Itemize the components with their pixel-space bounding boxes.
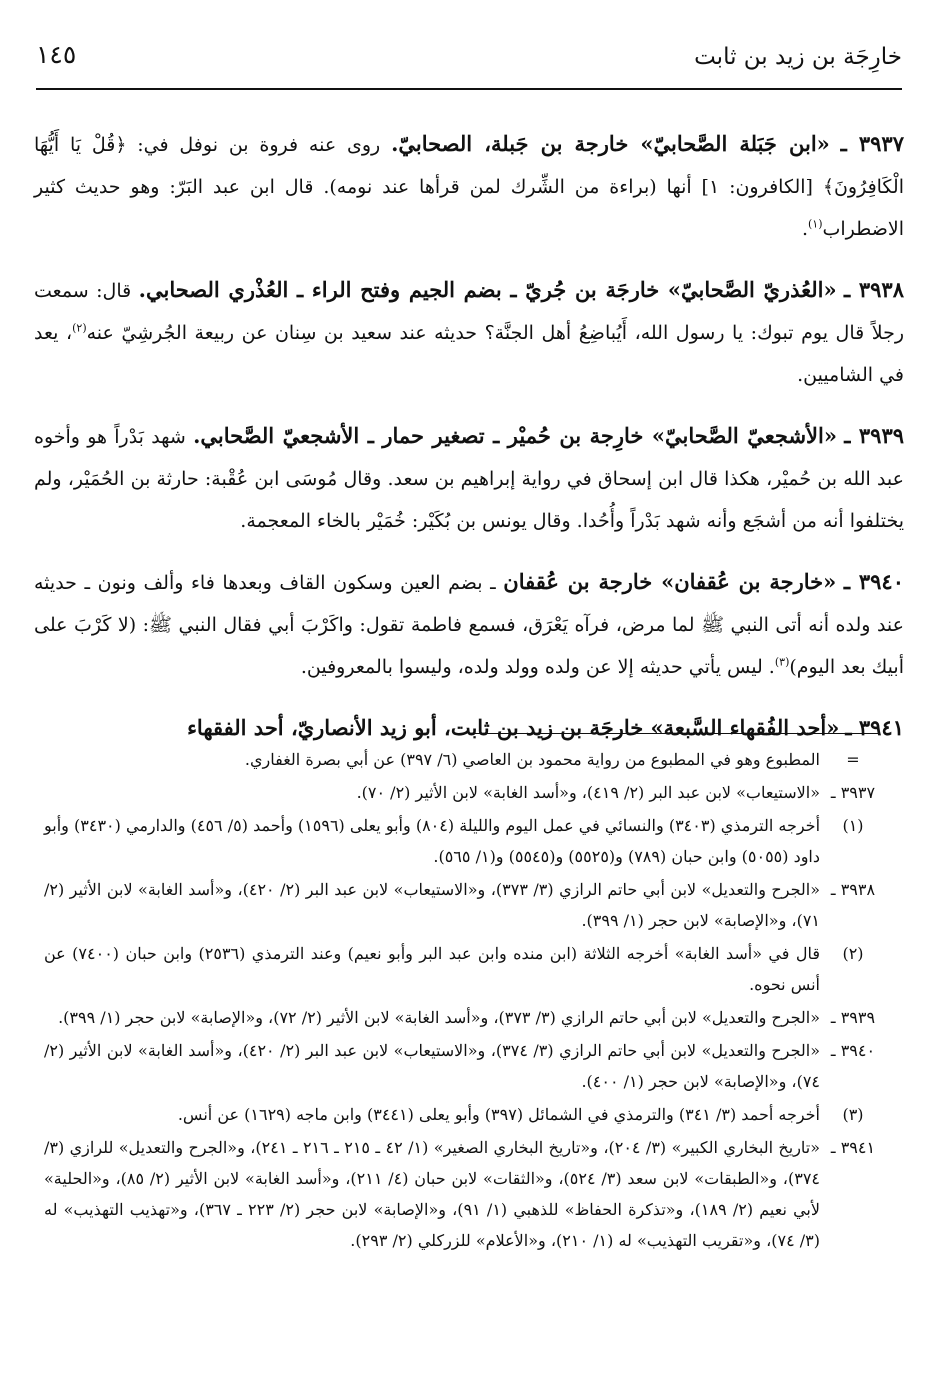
entry-3939: [34, 415, 904, 542]
header-rule: [36, 88, 902, 90]
footnote: [44, 1132, 886, 1256]
entry-text: ـ بضم العين وسكون القاف وبعدها فاء وألف ونون ـ حديثه عند ولده أنه أتى النبي ﷺ لما مرض، فرآه يَعْرَق، فسمع فاطمة تقول: واكَرْبَ أبي فقال النبي ﷺ: (لا كَرْبَ على أبيك بعد اليوم): [34, 572, 904, 678]
note-ref: (١): [808, 217, 823, 231]
entry-tail: . ليس يأتي حديثه إلا عن ولده وولد ولده، وليسوا بالمعروفين.: [300, 656, 775, 678]
entry-number: ٣٩٤٠ ـ: [843, 569, 904, 594]
footnote: [44, 938, 886, 1000]
entry-number: ٣٩٣٨ ـ: [844, 277, 904, 302]
footnote-tag: ٣٩٤١ ـ: [830, 1138, 876, 1157]
entry-number: ٣٩٤١ ـ: [845, 715, 904, 740]
footnote-tag: ٣٩٣٩ ـ: [830, 1008, 876, 1027]
footnote-text: أخرجه الترمذي (٣٤٠٣) والنسائي في عمل اليوم والليلة (٨٠٤) وأبو يعلى (١٥٩٦) وأحمد (٥/ ٤٥٦) والدارمي (٣٤٣٠) وأبو داود (٥٠٥٥) وابن حبان (٧٨٩) و(٥٥٢٥) و(٥٥٤٥) و(١/ ٥٦٥).: [44, 816, 821, 866]
footnote-text: «الاستيعاب» لابن عبد البر (٢/ ٤١٩)، و«أسد الغابة» لابن الأثير (٢/ ٧٠).: [356, 783, 820, 802]
entry-number: ٣٩٣٧ ـ: [840, 131, 904, 156]
footnote-tag: (١): [842, 816, 864, 835]
footnote-tag: ٣٩٣٧ ـ: [830, 783, 876, 802]
entry-text: قال: سمعت رجلاً قال يوم تبوك: يا رسول الله، أَيُباضِعُ أهل الجنَّة؟ حديثه عند سعيد بن سِنان عن ربيعة الجُرشِيّ عنه: [34, 280, 904, 344]
footnote-text: «الجرح والتعديل» لابن أبي حاتم الرازي (٣/ ٣٧٤)، و«الاستيعاب» لابن عبد البر (٢/ ٤٢٠)، و«أسد الغابة» لابن الأثير (٢/ ٧٤)، و«الإصابة» لابن حجر (١/ ٤٠٠).: [44, 1041, 821, 1091]
entry-heading: «العُذريّ الصَّحابيّ» خارجَة بن جُريّ ـ بضم الجيم وفتح الراء ـ العُذْري الصحابي.: [138, 277, 837, 302]
footnote: [44, 1099, 886, 1130]
footnote-tag: (٣): [842, 1105, 864, 1124]
footnote-text: «الجرح والتعديل» لابن أبي حاتم الرازي (٣/ ٣٧٣)، و«أسد الغابة» لابن الأثير (٢/ ٧٢)، و«الإصابة» لابن حجر (١/ ٣٩٩).: [58, 1008, 820, 1027]
footnote: [44, 874, 886, 936]
footnote-text: «تاريخ البخاري الكبير» (٣/ ٢٠٤)، و«تاريخ البخاري الصغير» (١/ ٤٢ ـ ٢١٥ ـ ٢١٦ ـ ٢٤١)، و«الجرح والتعديل» للرازي (٣/ ٣٧٤)، و«الطبقات» لابن سعد (٣/ ٥٢٤)، و«الثقات» لابن حبان (٤/ ٢١١)، و«أسد الغابة» لابن الأثير (٢/ ٨٥)، و«الحلية» لأبي نعيم (٢/ ١٨٩)، و«تذكرة الحفاظ» للذهبي (١/ ٩١)، و«الإصابة» لابن حجر (٢/ ٢٢٣ ـ ٣٦٧)، و«تهذيب التهذيب» له (٣/ ٧٤)، و«تقريب التهذيب» له (١/ ٢١٠)، و«الأعلام» للزركلي (٢/ ٢٩٣).: [44, 1138, 821, 1250]
entry-3938: [34, 269, 904, 396]
footnote-text: أخرجه أحمد (٣/ ٣٤١) والترمذي في الشمائل (٣٩٧) وأبو يعلى (٣٤٤١) وابن ماجه (١٦٢٩) عن أنس.: [177, 1105, 820, 1124]
entry-heading: «أحد الفُقهاء السَّبعة» خارجَة بن زيد بن ثابت، أبو زيد الأنصاريّ، أحد الفقهاء: [187, 715, 840, 740]
footnotes: [44, 744, 886, 1258]
footnote-tag: (٢): [842, 944, 864, 963]
entry-3940: [34, 561, 904, 688]
entry-tail: .: [801, 218, 808, 240]
page-number: ١٤٥: [36, 40, 77, 69]
note-ref: (٢): [72, 321, 87, 335]
page-header: [36, 40, 902, 90]
note-ref: (٣): [774, 655, 790, 669]
entry-tail: ، يعد في الشاميين.: [34, 322, 904, 386]
footnote: [44, 744, 886, 775]
footnote-text: «الجرح والتعديل» لابن أبي حاتم الرازي (٣/ ٣٧٣)، و«الاستيعاب» لابن عبد البر (٢/ ٤٢٠)، و«أسد الغابة» لابن الأثير (٢/ ٧١)، و«الإصابة» لابن حجر (١/ ٣٩٩).: [44, 880, 821, 930]
main-text: [34, 104, 904, 750]
footnote-text: قال في «أسد الغابة» أخرجه الثلاثة (ابن منده وابن عبد البر وأبو نعيم) وعند الترمذي (٢٥٣٦) وابن حبان (٧٤٠٠) عن أنس نحوه.: [44, 944, 821, 994]
footnote: [44, 1002, 886, 1033]
footnote-tag: ٣٩٤٠ ـ: [830, 1041, 876, 1060]
entry-heading: «ابن جَبَلة الصَّحابيّ» خارجة بن جَبلة، الصحابيّ.: [391, 131, 830, 156]
footnote: [44, 810, 886, 872]
entry-3937: [34, 123, 904, 250]
entry-text: شهد بَدْراً هو وأخوه عبد الله بن حُميْر، هكذا قال ابن إسحاق في رواية إبراهيم بن سعد. وقال مُوسَى ابن عُقْبة: حارثة بن الحُمَيْر، ولم يختلفوا أنه من أشجَع وأنه شهد بَدْراً وأُحُدا. وقال يونس بن بُكَيْر: خُمَيْر بالخاء المعجمة.: [34, 426, 904, 532]
entry-heading: «الأشجعيّ الصَّحابيّ» خارِجة بن حُميْر ـ تصغير حمار ـ الأشجعيّ الصَّحابي.: [193, 423, 837, 448]
footnote-tag: =: [846, 750, 860, 769]
entry-heading: «خارجة بن عُقفان» خارجة بن عُقفان: [503, 569, 837, 594]
footnote: [44, 1035, 886, 1097]
footnote-separator: [474, 733, 879, 734]
footnote-text: المطبوع وهو في المطبوع من رواية محمود بن العاصي (٦/ ٣٩٧) عن أبي بصرة الغفاري.: [244, 750, 820, 769]
running-title: خارِجَة بن زيد بن ثابت: [694, 44, 902, 70]
footnote: [44, 777, 886, 808]
entry-number: ٣٩٣٩ ـ: [844, 423, 905, 448]
entry-text: روى عنه فروة بن نوفل في: ﴿قُلْ يَا أَيُّهَا الْكَافِرُونَ﴾ [الكافرون: ١] أنها (براءة من الشِّرك لمن قرأها عند نومه). قال ابن عبد البَرّ: وهو حديث كثير الاضطراب: [34, 134, 904, 240]
footnote-tag: ٣٩٣٨ ـ: [830, 880, 876, 899]
